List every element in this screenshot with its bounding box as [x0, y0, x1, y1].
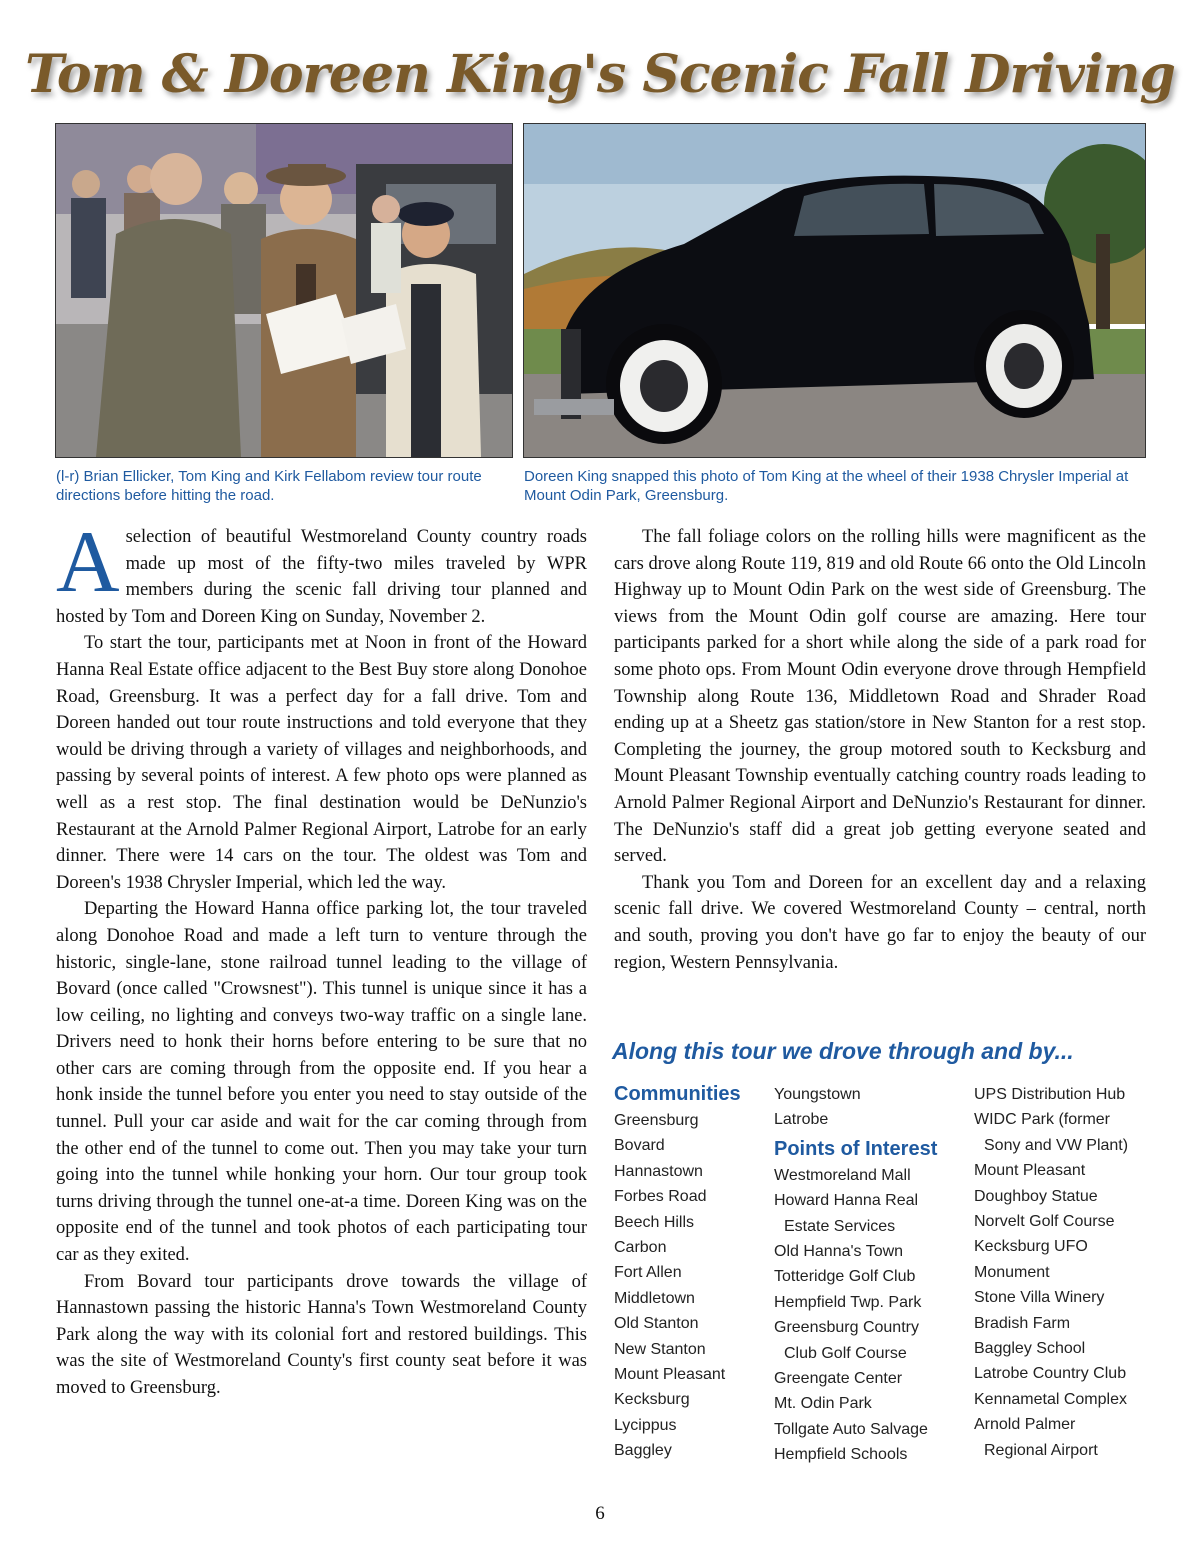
communities-list-continued	[774, 1082, 949, 1133]
page-title: Tom & Doreen King's Scenic Fall Driving	[25, 44, 1175, 105]
list-item: Bradish Farm	[974, 1314, 1071, 1332]
photo-group-review	[55, 123, 513, 458]
article-paragraph	[56, 514, 587, 630]
list-item: UPS Distribution Hub	[974, 1086, 1126, 1103]
photo-right-caption: Doreen King snapped this photo of Tom King at the wheel of their 1938 Chrysler Imperial at Mount Odin Park, Greensburg.	[524, 468, 1129, 504]
points-of-interest-heading: Points of Interest	[774, 1137, 938, 1160]
list-item: Estate Services	[784, 1217, 896, 1235]
list-item: Club Golf Course	[784, 1344, 907, 1362]
photo-left-caption: (l-r) Brian Ellicker, Tom King and Kirk Fellabom review tour route directions before hitting the road.	[56, 468, 482, 504]
drop-cap: A	[56, 514, 120, 611]
communities-section	[614, 1080, 764, 1464]
list-item: Greengate Center	[774, 1370, 903, 1388]
list-item: Kennametal Complex	[974, 1390, 1127, 1408]
along-tour-heading: Along this tour we drove through and by...	[612, 1038, 1074, 1064]
list-item: Howard Hanna Real	[774, 1192, 919, 1210]
list-item: Hempfield Twp. Park	[774, 1293, 922, 1311]
list-item: Latrobe	[774, 1111, 829, 1129]
list-item: Bovard	[614, 1137, 665, 1155]
list-item: Arnold Palmer	[974, 1416, 1076, 1434]
communities-heading: Communities	[614, 1083, 741, 1105]
group-photo-illustration	[56, 124, 512, 457]
article-right-column	[614, 524, 1146, 976]
communities-list	[614, 1108, 764, 1464]
list-item: Mount Pleasant	[614, 1366, 726, 1384]
list-item: Doughboy Statue	[974, 1187, 1098, 1205]
middle-list-section	[774, 1082, 949, 1468]
list-item: Westmoreland Mall	[774, 1166, 911, 1184]
list-item: Forbes Road	[614, 1188, 707, 1206]
list-item: Tollgate Auto Salvage	[774, 1420, 928, 1438]
points-list	[774, 1163, 949, 1468]
article-left-column	[56, 514, 587, 1402]
list-item: Baggley School	[974, 1340, 1086, 1358]
list-item: Middletown	[614, 1289, 695, 1307]
list-item: Kecksburg UFO	[974, 1238, 1088, 1256]
list-item: Mt. Odin Park	[774, 1395, 872, 1413]
list-item: Greensburg Country	[774, 1319, 919, 1337]
points-list-continued	[974, 1082, 1154, 1463]
article-paragraph-text: selection of beautiful Westmoreland County country roads made up most of the fifty-two miles traveled by WPR members during the scenic fall driving tour planned and hosted by Tom and Doreen King on Sunday, November 2.	[56, 527, 587, 627]
car-photo-illustration	[524, 124, 1145, 457]
right-list-section	[974, 1082, 1154, 1463]
article-paragraph: Thank you Tom and Doreen for an excellent day and a relaxing scenic fall drive. We covered Westmoreland County – central, north and south, proving you don't have go far to enjoy the beauty of our region, Western Pennsylvania.	[614, 872, 1146, 973]
list-item: New Stanton	[614, 1340, 706, 1358]
list-item: Kecksburg	[614, 1391, 690, 1409]
photo-chrysler-imperial	[523, 123, 1146, 458]
list-item: Hannastown	[614, 1162, 703, 1180]
list-item: Latrobe Country Club	[974, 1365, 1127, 1383]
list-item: Sony and VW Plant)	[984, 1136, 1129, 1154]
list-item: Beech Hills	[614, 1213, 695, 1231]
list-item: Stone Villa Winery	[974, 1289, 1105, 1307]
article-paragraph: The fall foliage colors on the rolling hills were magnificent as the cars drove along Route 119, 819 and old Route 66 onto the Old Lincoln Highway up to Mount Odin Park on the west side of Greensburg. The views from the Mount Odin golf course are amazing. Here tour participants parked for a short while along the side of a park road for some photo ops. From Mount Odin everyone drove through Hempfield Township along Route 136, Middletown Road and Shrader Road ending up at a Sheetz gas station/store in New Stanton for a rest stop. Completing the journey, the group motored south to Kecksburg and Mount Pleasant Township eventually catching country roads leading to Arnold Palmer Regional Airport and DeNunzio's Restaurant for dinner. The DeNunzio's staff did a great job getting everyone seated and served.	[614, 527, 1146, 867]
list-item: Hempfield Schools	[774, 1446, 908, 1464]
list-item: Carbon	[614, 1239, 667, 1257]
list-item: Old Stanton	[614, 1315, 699, 1333]
article-paragraph: From Bovard tour participants drove towards the village of Hannastown passing the historic Hanna's Town Westmoreland County Park along the way with its colonial fort and restored buildings. This was the site of Westmoreland County's first county seat before it was moved to Greensburg.	[56, 1271, 587, 1398]
list-item: Regional Airport	[984, 1441, 1098, 1459]
list-item: Youngstown	[774, 1086, 861, 1103]
list-item: Monument	[974, 1263, 1050, 1281]
list-item: Greensburg	[614, 1112, 699, 1129]
list-item: Lycippus	[614, 1416, 677, 1434]
list-item: Fort Allen	[614, 1264, 682, 1282]
list-item: Old Hanna's Town	[774, 1243, 904, 1261]
list-item: WIDC Park (former	[974, 1111, 1110, 1129]
list-item: Norvelt Golf Course	[974, 1213, 1115, 1231]
list-item: Totteridge Golf Club	[774, 1268, 916, 1286]
article-paragraph: Departing the Howard Hanna office parking lot, the tour traveled along Donohoe Road and made a left turn to venture through the historic, single-lane, stone railroad tunnel leading to the village of Bovard (once called "Crowsnest"). This tunnel is unique since it has a low ceiling, no lighting and conveys two-way traffic on a single lane. Drivers need to honk their horns before entering to be sure that no other cars are coming through from the opposite end. If you hear a honk inside the tunnel before you enter you need to stay outside of the tunnel. Pull your car aside and wait for the car coming through from the other end of the tunnel to come out. Then you may take your turn going into the tunnel while honking your horn. Our tour group took turns driving through the tunnel one-at-a time. Doreen King was on the opposite end of the tunnel and took photos of each participating tour car as they exited.	[56, 899, 587, 1266]
list-item: Baggley	[614, 1442, 672, 1460]
list-item: Mount Pleasant	[974, 1162, 1086, 1180]
article-paragraph: To start the tour, participants met at Noon in front of the Howard Hanna Real Estate office adjacent to the Best Buy store along Donohoe Road, Greensburg. It was a perfect day for a fall drive. Tom and Doreen handed out tour route instructions and told everyone that they would be driving through a variety of villages and neighborhoods, and passing by several points of interest. A few photo ops were planned as well as a rest stop. The final destination would be DeNunzio's Restaurant at the Arnold Palmer Regional Airport, Latrobe for an early dinner. There were 14 cars on the tour. The oldest was Tom and Doreen's 1938 Chrysler Imperial, which led the way.	[56, 633, 587, 893]
page-number: 6	[595, 1503, 605, 1524]
